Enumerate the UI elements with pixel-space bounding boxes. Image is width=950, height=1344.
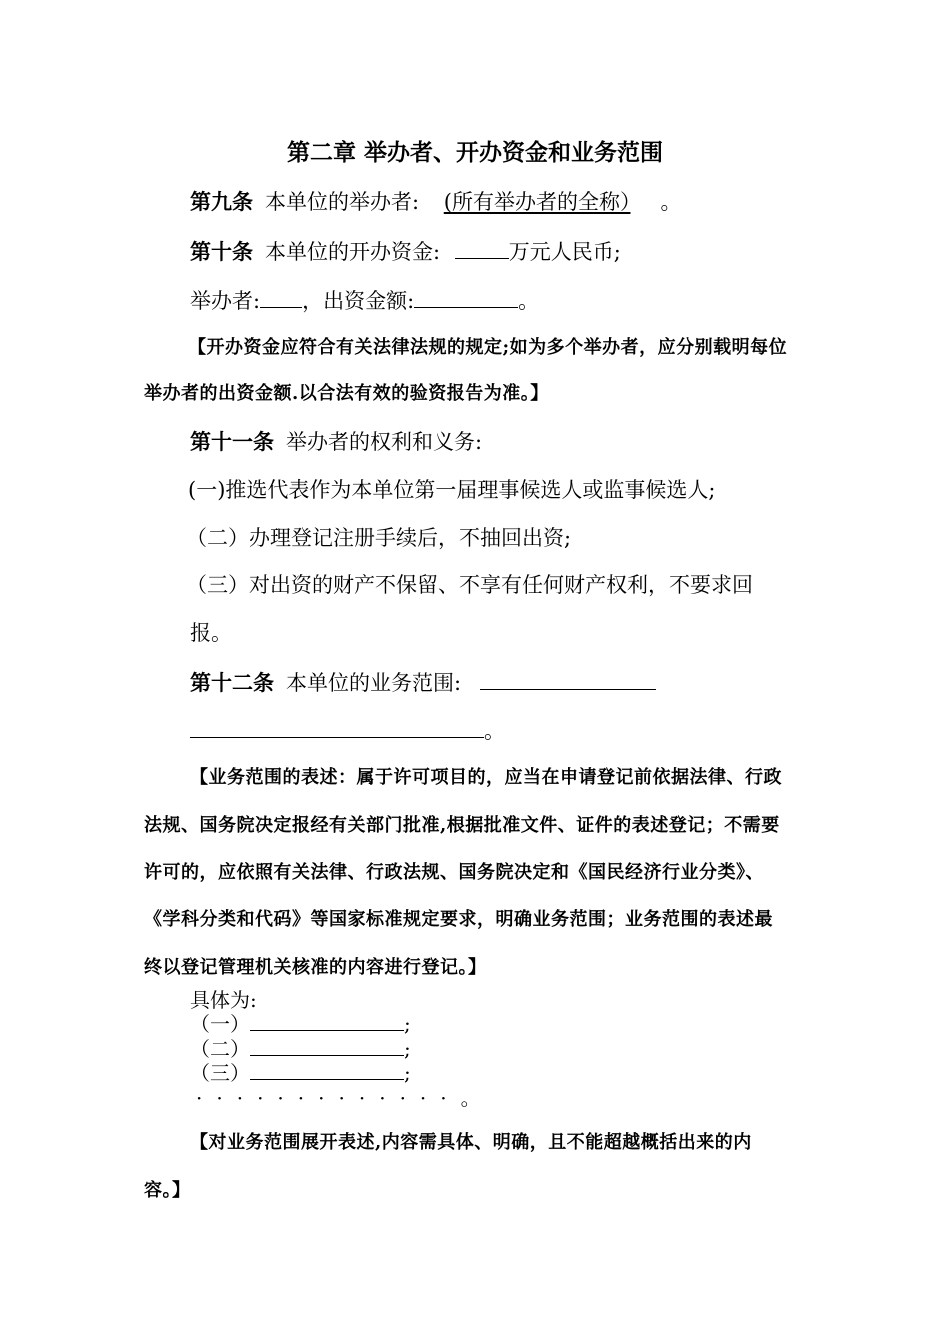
specific-item-2	[190, 1039, 411, 1059]
article-12-text: 本单位的业务范围:	[286, 671, 462, 695]
chapter-title: 第二章 举办者、开办资金和业务范围	[286, 140, 663, 166]
ellipsis-end: 。	[460, 1086, 481, 1110]
article-11-item-2: （二）办理登记注册手续后，不抽回出资;	[186, 526, 572, 550]
founder-field[interactable]	[260, 289, 302, 308]
founder-name-field[interactable]: (所有举办者的全称）	[443, 190, 631, 214]
article-12-label: 第十二条	[190, 671, 274, 695]
article-11-item-1: (一)推选代表作为本单位第一届理事候选人或监事候选人;	[188, 478, 716, 502]
article-9-label: 第九条	[190, 190, 253, 214]
article-9-end: 。	[660, 190, 682, 214]
article-10	[190, 240, 621, 263]
capital-amount-field[interactable]	[455, 240, 509, 259]
note-2-line-3: 许可的，应依照有关法律、行政法规、国务院决定和《国民经济行业分类》、	[144, 862, 764, 883]
note-2-line-1: 【业务范围的表述：属于许可项目的，应当在申请登记前依据法律、行政	[190, 767, 782, 788]
specific-item-3-field[interactable]	[250, 1063, 404, 1080]
contribution-field[interactable]	[414, 289, 518, 308]
specific-item-3-sep: ;	[404, 1061, 411, 1085]
note-1-line-1: 【开办资金应符合有关法律法规的规定;如为多个举办者，应分别载明每位	[188, 337, 788, 358]
article-9	[190, 192, 681, 213]
founder-capital-line	[190, 289, 539, 312]
note-1-line-2: 举办者的出资金额.以合法有效的验资报告为准。】	[144, 383, 549, 404]
business-scope-field-1[interactable]	[480, 671, 656, 690]
article-11-item-3: （三）对出资的财产不保留、不享有任何财产权利，不要求回	[186, 573, 753, 597]
specific-item-2-sep: ;	[404, 1037, 411, 1061]
specific-heading: 具体为:	[190, 988, 257, 1012]
article-9-text: 本单位的举办者:	[265, 190, 420, 214]
ellipsis-row	[196, 1088, 481, 1108]
capital-amount-label: ，出资金额:	[302, 289, 415, 313]
note-2-line-4: 《学科分类和代码》等国家标准规定要求，明确业务范围；业务范围的表述最	[144, 909, 773, 930]
specific-item-1-label: （一）	[190, 1012, 250, 1036]
article-12	[190, 671, 656, 694]
business-scope-field-2[interactable]	[190, 719, 484, 738]
note-3-line-2: 容。】	[144, 1180, 191, 1201]
note-2-line-5: 终以登记管理机关核准的内容进行登记。】	[144, 957, 487, 978]
article-11	[190, 432, 482, 453]
article-10-text: 本单位的开办资金:	[265, 240, 441, 264]
article-11-text: 举办者的权利和义务:	[286, 430, 483, 454]
founder-line-end: 。	[518, 289, 540, 313]
specific-item-1-sep: ;	[404, 1012, 411, 1036]
specific-item-3-label: （三）	[190, 1061, 250, 1085]
specific-item-2-field[interactable]	[250, 1039, 404, 1056]
article-12-end: 。	[484, 719, 505, 743]
capital-unit: 万元人民币;	[508, 240, 621, 264]
note-2-line-2: 法规、国务院决定报经有关部门批准,根据批准文件、证件的表述登记；不需要	[144, 815, 780, 836]
article-11-item-3-cont: 报。	[190, 621, 232, 645]
specific-item-2-label: （二）	[190, 1037, 250, 1061]
business-scope-cont	[190, 719, 505, 742]
ellipsis-dots: ·············	[196, 1086, 461, 1110]
founder-label: 举办者:	[190, 289, 261, 313]
article-11-label: 第十一条	[190, 430, 274, 454]
note-3-line-1: 【对业务范围展开表述,内容需具体、明确，且不能超越概括出来的内	[190, 1132, 752, 1153]
specific-item-1	[190, 1014, 411, 1034]
article-10-label: 第十条	[190, 240, 253, 264]
specific-item-3	[190, 1063, 411, 1083]
specific-item-1-field[interactable]	[250, 1014, 404, 1031]
